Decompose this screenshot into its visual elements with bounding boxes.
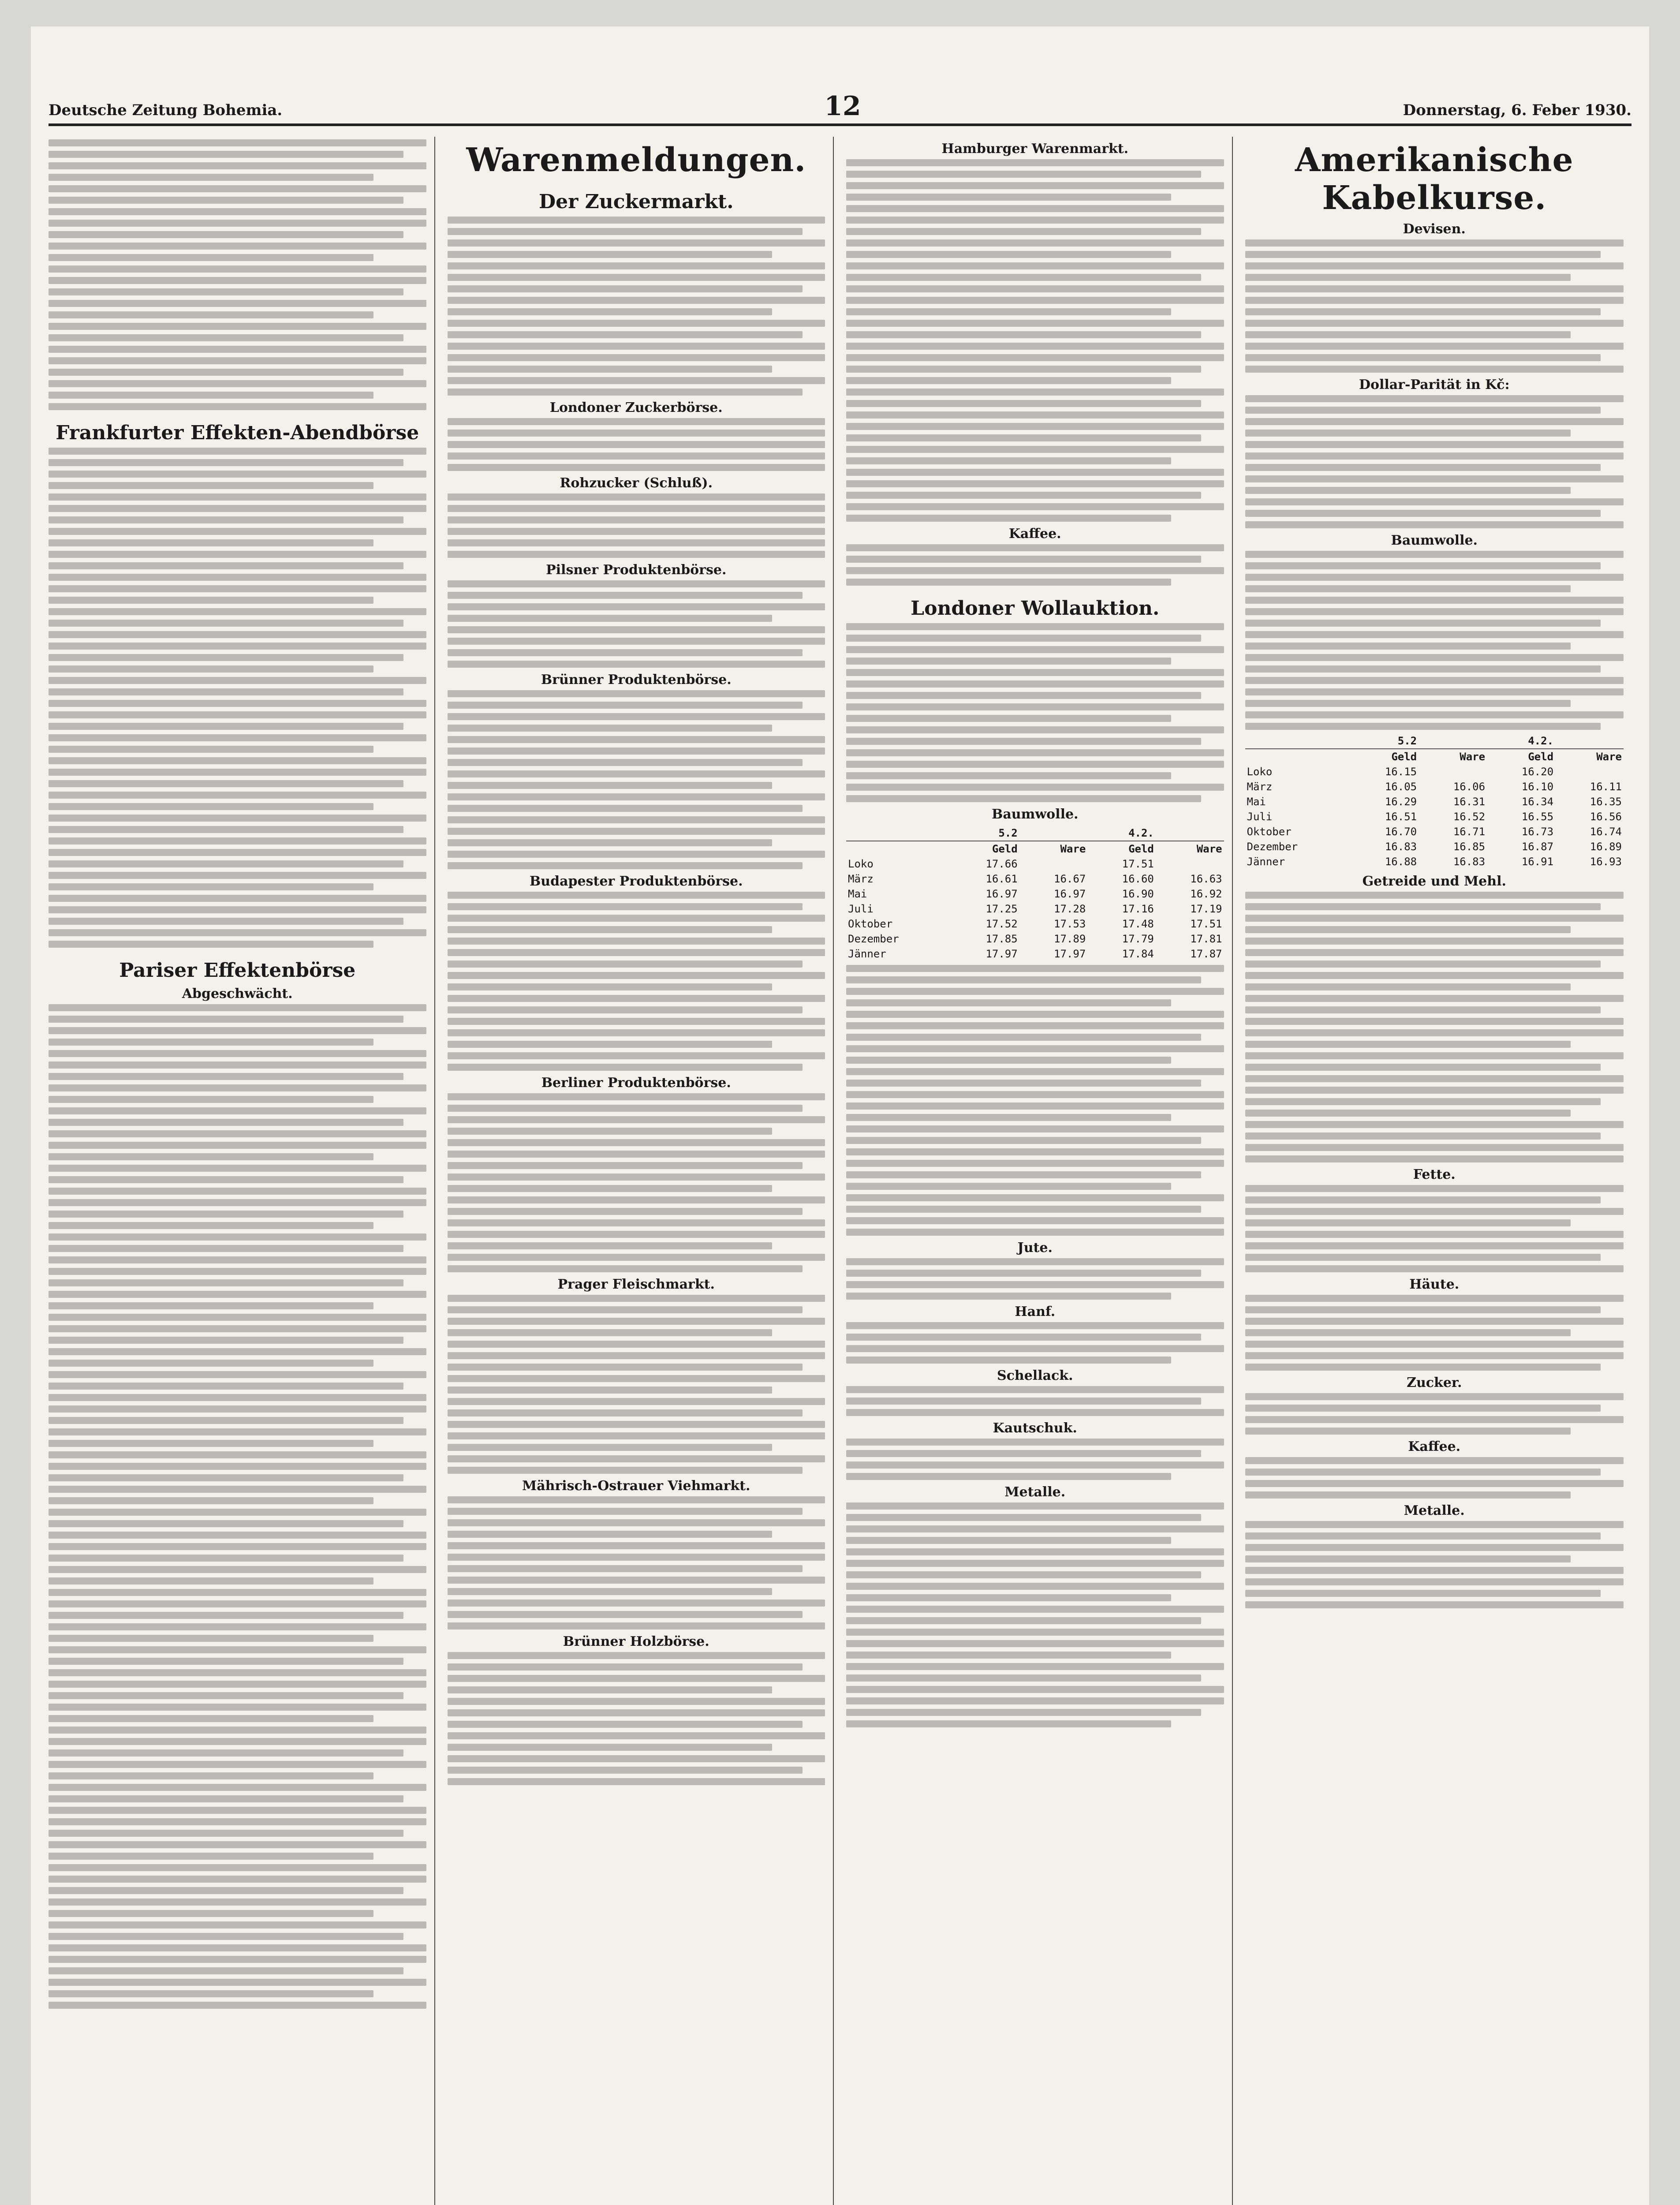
table-row bbox=[1245, 824, 1624, 839]
text-block bbox=[846, 1386, 1224, 1416]
table-cell bbox=[1156, 856, 1224, 871]
section-title: Pariser Effektenbörse bbox=[119, 959, 356, 982]
table-cell: Juli bbox=[848, 903, 874, 915]
table-cell: 16.20 bbox=[1521, 766, 1554, 778]
section-title: Berliner Produktenbörse. bbox=[541, 1075, 731, 1091]
table-subheader: Geld bbox=[1128, 843, 1154, 855]
column-3 bbox=[846, 137, 1233, 2205]
text-block bbox=[1245, 239, 1624, 373]
table-cell: 16.74 bbox=[1590, 826, 1622, 838]
section-title: Schellack. bbox=[997, 1368, 1073, 1383]
section-title: Brünner Produktenbörse. bbox=[541, 672, 732, 688]
table-cell: 16.63 bbox=[1190, 873, 1222, 885]
table-cell: 16.67 bbox=[1054, 873, 1086, 885]
table-cell: 17.25 bbox=[986, 903, 1018, 915]
table-cell bbox=[1019, 856, 1088, 871]
section-title: Baumwolle. bbox=[991, 807, 1079, 822]
table-cell: 17.81 bbox=[1190, 933, 1222, 945]
table-cell: 17.85 bbox=[986, 933, 1018, 945]
section-title: Budapester Produktenbörse. bbox=[529, 874, 743, 889]
column-1 bbox=[49, 137, 435, 2205]
table-subheader bbox=[846, 841, 951, 856]
table-row bbox=[846, 916, 1224, 931]
table-cell: 16.60 bbox=[1122, 873, 1154, 885]
issue-date: Donnerstag, 6. Feber 1930. bbox=[1403, 101, 1631, 119]
bremen-cotton-table bbox=[846, 826, 1224, 961]
table-row bbox=[1245, 854, 1624, 869]
table-cell: 17.51 bbox=[1190, 918, 1222, 930]
section-title: Brünner Holzbörse. bbox=[563, 1634, 709, 1649]
table-cell: 16.90 bbox=[1122, 888, 1154, 900]
table-cell: 16.93 bbox=[1590, 856, 1622, 868]
table-row bbox=[846, 886, 1224, 901]
text-block bbox=[846, 1502, 1224, 1727]
table-cell: Jänner bbox=[1247, 856, 1285, 868]
table-cell: 16.88 bbox=[1385, 856, 1417, 868]
table-row bbox=[1245, 839, 1624, 854]
section-title: Kautschuk. bbox=[993, 1420, 1077, 1436]
text-block bbox=[1245, 1521, 1624, 1608]
table-cell: Loko bbox=[848, 858, 874, 870]
table-cell: 16.87 bbox=[1521, 841, 1554, 853]
table-cell: 16.89 bbox=[1590, 841, 1622, 853]
table-cell: Juli bbox=[1247, 811, 1273, 823]
table-cell: 17.79 bbox=[1122, 933, 1154, 945]
table-header: 5.2 bbox=[1397, 735, 1417, 747]
main-title: Warenmeldungen. bbox=[466, 141, 806, 179]
table-cell: 16.34 bbox=[1521, 796, 1554, 808]
table-cell: 16.97 bbox=[986, 888, 1018, 900]
table-cell: Oktober bbox=[1247, 826, 1292, 838]
table-cell: 17.89 bbox=[1054, 933, 1086, 945]
table-cell: Loko bbox=[1247, 766, 1273, 778]
text-block bbox=[448, 217, 825, 396]
table-row bbox=[1245, 749, 1624, 764]
table-cell: 16.71 bbox=[1453, 826, 1486, 838]
table-row bbox=[846, 871, 1224, 886]
table-subheader: Geld bbox=[1391, 751, 1417, 763]
table-header bbox=[1245, 733, 1351, 749]
table-cell bbox=[1555, 764, 1624, 779]
table-cell: 17.53 bbox=[1054, 918, 1086, 930]
table-header bbox=[846, 826, 951, 841]
table-row bbox=[846, 946, 1224, 961]
table-header bbox=[1555, 733, 1624, 749]
text-block bbox=[1245, 1393, 1624, 1435]
table-header bbox=[1019, 826, 1088, 841]
table-row bbox=[846, 901, 1224, 916]
columns bbox=[49, 137, 1631, 2205]
text-block bbox=[1245, 551, 1624, 730]
table-cell: 16.06 bbox=[1453, 781, 1486, 793]
section-title: Prager Fleischmarkt. bbox=[557, 1277, 715, 1292]
table-cell: 17.97 bbox=[986, 948, 1018, 960]
table-cell: 17.66 bbox=[986, 858, 1018, 870]
table-row bbox=[846, 841, 1224, 856]
section-title: Häute. bbox=[1409, 1277, 1460, 1292]
text-block bbox=[846, 1322, 1224, 1364]
text-block bbox=[1245, 1185, 1624, 1272]
text-block bbox=[1245, 1457, 1624, 1499]
text-block bbox=[846, 1258, 1224, 1300]
text-block bbox=[1245, 892, 1624, 1162]
table-header: 4.2. bbox=[1128, 827, 1154, 839]
text-block bbox=[846, 1439, 1224, 1480]
section-title: Metalle. bbox=[1004, 1484, 1066, 1500]
text-block bbox=[448, 1295, 825, 1474]
newspaper-name: Deutsche Zeitung Bohemia. bbox=[49, 101, 283, 119]
table-cell: 17.19 bbox=[1190, 903, 1222, 915]
table-cell: 16.61 bbox=[986, 873, 1018, 885]
table-cell: 17.52 bbox=[986, 918, 1018, 930]
section-title: Mährisch-Ostrauer Viehmarkt. bbox=[522, 1478, 750, 1494]
table-cell: 17.28 bbox=[1054, 903, 1086, 915]
section-title: Kaffee. bbox=[1008, 526, 1061, 542]
section-title: Londoner Zuckerbörse. bbox=[549, 400, 723, 415]
text-block bbox=[448, 892, 825, 1071]
table-cell: 16.35 bbox=[1590, 796, 1622, 808]
table-subheader: Ware bbox=[1460, 751, 1486, 763]
table-cell: Dezember bbox=[848, 933, 899, 945]
table-subheader: Geld bbox=[992, 843, 1018, 855]
section-subtitle: Abgeschwächt. bbox=[182, 986, 293, 1002]
table-block bbox=[448, 493, 825, 558]
main-title: Amerikanische Kabelkurse. bbox=[1295, 141, 1574, 217]
table-row bbox=[1245, 809, 1624, 824]
text-block bbox=[448, 1496, 825, 1629]
section-title: Fette. bbox=[1413, 1167, 1456, 1182]
table-cell: 16.15 bbox=[1385, 766, 1417, 778]
table-cell: Jänner bbox=[848, 948, 886, 960]
table-cell: 16.91 bbox=[1521, 856, 1554, 868]
text-block bbox=[1245, 395, 1624, 528]
table-cell: 17.51 bbox=[1122, 858, 1154, 870]
section-title: Jute. bbox=[1017, 1240, 1053, 1256]
table-subheader bbox=[1245, 749, 1351, 764]
table-cell: 16.05 bbox=[1385, 781, 1417, 793]
table-cell: 17.97 bbox=[1054, 948, 1086, 960]
table-row bbox=[846, 826, 1224, 841]
text-block bbox=[846, 159, 1224, 522]
text-block bbox=[846, 623, 1224, 802]
text-block bbox=[448, 690, 825, 869]
table-header: 5.2 bbox=[998, 827, 1018, 839]
table-cell: 16.56 bbox=[1590, 811, 1622, 823]
section-title: Zucker. bbox=[1407, 1375, 1462, 1390]
table-header bbox=[1419, 733, 1487, 749]
text-block bbox=[49, 1004, 426, 2009]
text-block bbox=[49, 139, 426, 410]
page-number: 12 bbox=[824, 91, 861, 122]
table-cell: 16.73 bbox=[1521, 826, 1554, 838]
table-cell: 16.92 bbox=[1190, 888, 1222, 900]
section-title: Dollar-Parität in Kč: bbox=[1359, 377, 1510, 392]
table-cell: 17.84 bbox=[1122, 948, 1154, 960]
text-block bbox=[49, 448, 426, 948]
text-block bbox=[846, 544, 1224, 586]
table-header: 4.2. bbox=[1528, 735, 1554, 747]
table-cell: Mai bbox=[1247, 796, 1266, 808]
table-cell: 16.55 bbox=[1521, 811, 1554, 823]
table-cell: März bbox=[1247, 781, 1273, 793]
table-row bbox=[1245, 794, 1624, 809]
table-cell: 16.83 bbox=[1453, 856, 1486, 868]
table-cell: 17.87 bbox=[1190, 948, 1222, 960]
text-block bbox=[846, 965, 1224, 1236]
table-cell: 16.85 bbox=[1453, 841, 1486, 853]
section-title: Hamburger Warenmarkt. bbox=[941, 141, 1129, 157]
table-subheader: Geld bbox=[1528, 751, 1554, 763]
section-title: Frankfurter Effekten-Abendbörse bbox=[56, 422, 419, 444]
table-row bbox=[846, 856, 1224, 871]
section-title: Rohzucker (Schluß). bbox=[560, 475, 713, 491]
section-title: Kaffee. bbox=[1408, 1439, 1461, 1454]
table-cell: 16.31 bbox=[1453, 796, 1486, 808]
section-title: Hanf. bbox=[1015, 1304, 1056, 1319]
table-subheader: Ware bbox=[1596, 751, 1622, 763]
table-subheader: Ware bbox=[1060, 843, 1086, 855]
section-title: Metalle. bbox=[1404, 1503, 1465, 1518]
table-cell: 16.83 bbox=[1385, 841, 1417, 853]
text-block bbox=[1245, 1295, 1624, 1371]
table-row bbox=[1245, 733, 1624, 749]
table-cell: 16.29 bbox=[1385, 796, 1417, 808]
table-cell: März bbox=[848, 873, 874, 885]
text-block bbox=[448, 1093, 825, 1272]
table-subheader: Ware bbox=[1196, 843, 1222, 855]
column-2 bbox=[448, 137, 834, 2205]
table-cell: Mai bbox=[848, 888, 867, 900]
newspaper-page bbox=[31, 26, 1649, 2205]
text-block bbox=[448, 1652, 825, 1785]
table-cell: Dezember bbox=[1247, 841, 1298, 853]
table-cell: 17.48 bbox=[1122, 918, 1154, 930]
column-4 bbox=[1245, 137, 1632, 2205]
table-cell: 16.51 bbox=[1385, 811, 1417, 823]
table-cell: Oktober bbox=[848, 918, 893, 930]
section-title: Getreide und Mehl. bbox=[1362, 874, 1506, 889]
table-cell: 17.16 bbox=[1122, 903, 1154, 915]
text-block bbox=[448, 580, 825, 668]
section-title: Devisen. bbox=[1403, 221, 1466, 237]
new-york-cotton-table bbox=[1245, 733, 1624, 869]
table-cell: 16.11 bbox=[1590, 781, 1622, 793]
table-block bbox=[448, 418, 825, 471]
table-cell bbox=[1419, 764, 1487, 779]
table-row bbox=[846, 931, 1224, 946]
table-cell: 16.52 bbox=[1453, 811, 1486, 823]
table-row bbox=[1245, 764, 1624, 779]
table-cell: 16.10 bbox=[1521, 781, 1554, 793]
section-title: Baumwolle. bbox=[1391, 533, 1478, 548]
table-row bbox=[1245, 779, 1624, 794]
page-header bbox=[49, 93, 1631, 126]
table-cell: 16.97 bbox=[1054, 888, 1086, 900]
table-header bbox=[1156, 826, 1224, 841]
table-cell: 16.70 bbox=[1385, 826, 1417, 838]
section-title: Der Zuckermarkt. bbox=[538, 191, 734, 213]
section-title: Pilsner Produktenbörse. bbox=[546, 562, 727, 578]
section-title: Londoner Wollauktion. bbox=[911, 597, 1160, 620]
